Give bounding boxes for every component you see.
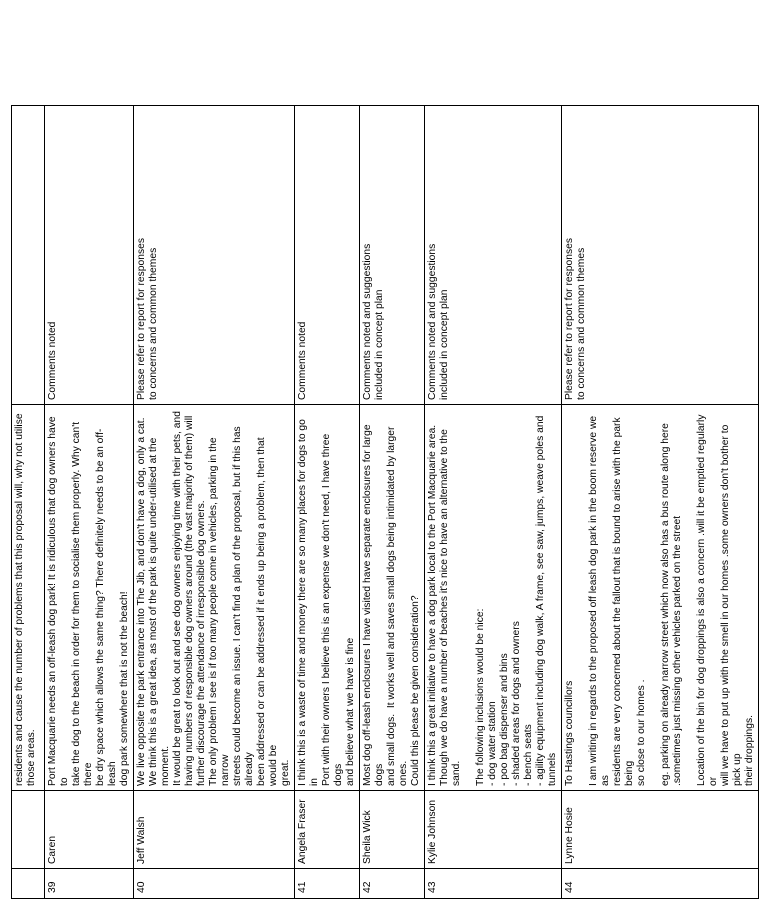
rotated-table-wrapper [11,106,755,899]
council-response: Please refer to report for responses to concerns and common themes [134,106,295,405]
row-number: 41 [295,869,360,899]
council-response: Comments noted [295,106,360,405]
submission-comment: Port Macquarie needs an off-leash dog park! It is ridiculous that dog owners have to take the dog to the beach in order for them to socialise them properly. Why can't there be dry space which allows the same thing? There definitely needs to be an off-leash dog park somewhere that is not the beach! [45,405,134,791]
row-number: 44 [562,869,759,899]
submitter-name: Caren [45,791,134,869]
submission-comment: Most dog off-leash enclosures I have visited have separate enclosures for large dogs and small dogs. It works well and saves small dogs being intimidated by larger ones. Could this please be given consideration? [360,405,425,791]
table-row [134,106,295,899]
submitter-name: Jeff Walsh [134,791,295,869]
row-number [12,869,45,899]
row-number: 43 [425,869,562,899]
council-response [12,106,45,405]
submission-comment: I think this is a waste of time and money there are so many places for dogs to go in Port with their owners I believe this is an expense we don't need, I have three dogs and believe what we have is fine [295,405,360,791]
submitter-name: Angela Fraser [295,791,360,869]
table-row [360,106,425,899]
submission-comment: residents and cause the number of problems that this proposal will, why not utilise those areas. [12,405,45,791]
row-number: 42 [360,869,425,899]
council-response: Comments noted and suggestions included in concept plan [360,106,425,405]
submitter-name: Lynne Hosie [562,791,759,869]
table-row [562,106,759,899]
table-row [12,106,45,899]
submission-comment: We live opposite the park entrance into The Jib, and don't have a dog, only a cat. We think this is a great idea, as most of the park is quite under-utilised at the moment. It would be great to look out and see dog owners enjoying time with their pets, and having numbers of responsible dog owners around (the vast majority of them) will further discourage the attendance of irresponsible dog owners. The only problem I see is if too many people come in vehicles, parking in the narrow streets could become an issue. I can't find a plan of the proposal, but if this has already been addressed or can be addressed if it ends up being a problem, then that would be great. [134,405,295,791]
table-row [295,106,360,899]
submitter-name: Kylie Johnson [425,791,562,869]
table-row [45,106,134,899]
submission-comment: To Hastings councillors I am writing in regards to the proposed off leash dog park in the boom reserve we as residents are very concerned about the fallout that is bound to arise with the park being so close to our homes . eg. parking on already narrow street which now also has a bus route along here .sometimes just missing other vehicles parked on the street Location of the bin for dog droppings is also a concern .will it be emptied regularly or will we have to put up with the smell in our homes .some owners don't bother to pick up their droppings. [562,405,759,791]
row-number: 39 [45,869,134,899]
council-response: Please refer to report for responses to concerns and common themes [562,106,759,405]
submissions-table [11,105,759,899]
submission-comment: I think this a great initiative to have a dog park local to the Port Macquarie area. Though we do have a number of beaches it's nice to have an alternative to the sand. The following inclusions would be nice: - dog water station - poo bag dispenser and bins - shaded areas for dogs and owners - bench seats - agility equipment including dog walk, A frame, see saw, jumps, weave poles and tunnels [425,405,562,791]
council-response: Comments noted [45,106,134,405]
council-response: Comments noted and suggestions included in concept plan [425,106,562,405]
table-row [425,106,562,899]
submitter-name [12,791,45,869]
row-number: 40 [134,869,295,899]
submitter-name: Sheila Wick [360,791,425,869]
